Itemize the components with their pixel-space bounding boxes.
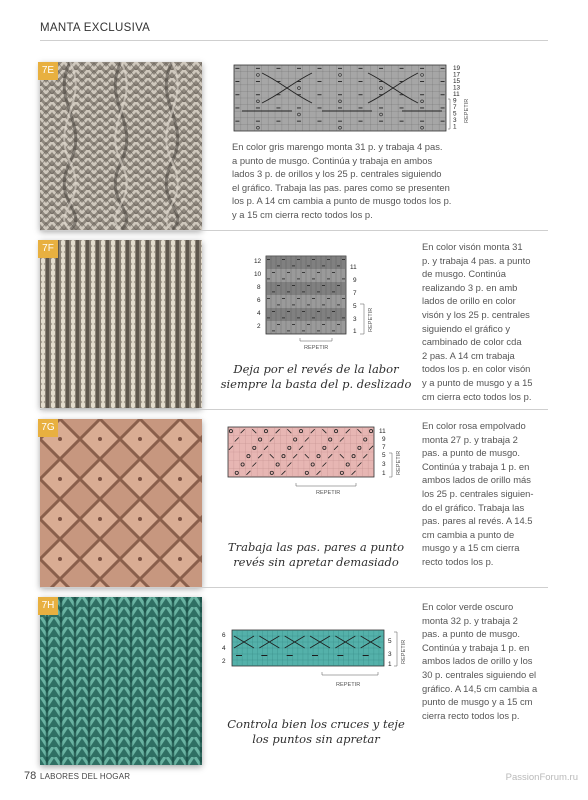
purl-symbol	[420, 121, 424, 122]
purl-symbol	[235, 81, 239, 82]
section-divider	[40, 230, 548, 231]
row-number: 1	[453, 123, 457, 131]
row-number: 3	[353, 316, 357, 323]
quote-7f	[216, 362, 416, 392]
purl-symbol	[441, 121, 445, 122]
purl-symbol	[276, 81, 280, 82]
purl-symbol	[272, 272, 275, 273]
row-number: 1	[382, 470, 386, 477]
purl-symbol	[267, 298, 270, 299]
purl-symbol	[327, 259, 330, 260]
purl-symbol	[327, 279, 330, 280]
purl-symbol	[297, 259, 300, 260]
row-number: 13	[453, 84, 461, 92]
purl-symbol	[379, 68, 383, 69]
row-number: 3	[382, 461, 386, 468]
row-number: 4	[257, 310, 261, 317]
row-number: 1	[353, 328, 357, 335]
pattern-photo-7g	[40, 419, 202, 587]
description-line: pas. pares al revés. A 14.5	[422, 515, 533, 527]
purl-symbol	[317, 108, 321, 109]
pattern-tag-7g: 7G	[38, 419, 58, 437]
purl-symbol	[317, 331, 320, 332]
pattern-photo-7h	[40, 597, 202, 765]
purl-symbol	[338, 121, 342, 122]
purl-symbol	[379, 121, 383, 122]
purl-symbol	[327, 298, 330, 299]
purl-symbol	[312, 655, 318, 656]
pattern-tag-7e: 7E	[38, 62, 58, 80]
repeat-label-side: REPETIR	[368, 307, 374, 332]
purl-symbol	[342, 298, 345, 299]
purl-symbol	[276, 68, 280, 69]
purl-symbol	[317, 121, 321, 122]
purl-symbol	[307, 285, 310, 286]
purl-symbol	[267, 318, 270, 319]
repeat-label-bottom: REPETIR	[316, 490, 341, 496]
purl-symbol	[302, 272, 305, 273]
purl-symbol	[277, 285, 280, 286]
purl-symbol	[322, 324, 325, 325]
purl-symbol	[400, 108, 404, 109]
description-line: En color rosa empolvado	[422, 420, 526, 431]
description-7h	[422, 600, 548, 722]
purl-symbol	[400, 68, 404, 69]
purl-symbol	[276, 121, 280, 122]
purl-symbol	[359, 121, 363, 122]
purl-symbol	[256, 121, 260, 122]
purl-symbol	[363, 655, 369, 656]
purl-symbol	[256, 81, 260, 82]
purl-symbol	[342, 279, 345, 280]
purl-symbol	[359, 81, 363, 82]
purl-symbol	[322, 285, 325, 286]
purl-symbol	[302, 311, 305, 312]
row-number: 3	[388, 651, 392, 658]
purl-symbol	[441, 94, 445, 95]
row-number: 11	[350, 264, 357, 271]
purl-symbol	[359, 68, 363, 69]
purl-symbol	[312, 259, 315, 260]
purl-symbol	[256, 108, 260, 109]
description-line: y a punto de musgo y a 15	[422, 376, 533, 388]
purl-symbol	[322, 266, 325, 267]
magazine-name: LABORES DEL HOGAR	[40, 772, 131, 781]
row-number: 11	[379, 428, 386, 435]
purl-symbol	[236, 655, 242, 656]
row-number: 10	[254, 271, 262, 278]
purl-symbol	[379, 81, 383, 82]
row-number: 6	[222, 632, 226, 639]
purl-symbol	[337, 266, 340, 267]
purl-symbol	[317, 68, 321, 69]
purl-symbol	[292, 266, 295, 267]
purl-symbol	[317, 81, 321, 82]
description-line: siguiendo el gráfico y	[422, 322, 511, 334]
description-7g	[422, 419, 548, 569]
purl-symbol	[338, 81, 342, 82]
purl-symbol	[332, 272, 335, 273]
purl-symbol	[322, 305, 325, 306]
purl-symbol	[338, 94, 342, 95]
description-7f	[422, 240, 548, 403]
description-line: recto todos los p.	[422, 555, 494, 567]
purl-symbol	[420, 94, 424, 95]
purl-symbol	[312, 279, 315, 280]
section-title: MANTA EXCLUSIVA	[40, 22, 151, 34]
purl-symbol	[267, 259, 270, 260]
purl-symbol	[287, 331, 290, 332]
row-number: 4	[222, 645, 226, 652]
row-number: 12	[254, 258, 262, 265]
description-line: En color verde oscuro	[422, 601, 514, 612]
description-line: el gráfico. Trabaja las pas. pares como se presenten	[232, 181, 450, 193]
page-number: 78	[24, 770, 37, 782]
purl-symbol	[359, 94, 363, 95]
purl-symbol	[332, 292, 335, 293]
purl-symbol	[342, 318, 345, 319]
section-divider	[40, 587, 548, 588]
row-number: 11	[453, 91, 460, 98]
purl-symbol	[379, 94, 383, 95]
row-number: 7	[353, 290, 357, 297]
description-line: lados 3 p. de orillos y los 25 p. centrales siguiendo	[232, 168, 442, 180]
row-number: 15	[453, 78, 461, 85]
purl-symbol	[235, 121, 239, 122]
purl-symbol	[287, 655, 293, 656]
purl-symbol	[297, 279, 300, 280]
purl-symbol	[337, 655, 343, 656]
description-line: do el gráfico. Trabaja las	[422, 501, 525, 513]
purl-symbol	[292, 285, 295, 286]
purl-symbol	[297, 108, 301, 109]
purl-symbol	[327, 318, 330, 319]
purl-symbol	[292, 305, 295, 306]
purl-symbol	[267, 279, 270, 280]
purl-symbol	[302, 331, 305, 332]
purl-symbol	[256, 68, 260, 69]
description-line: y a 15 cm cierra recto todos los p.	[232, 208, 373, 220]
purl-symbol	[235, 68, 239, 69]
description-line: 30 p. centrales siguiendo el	[422, 668, 537, 680]
purl-symbol	[297, 81, 301, 82]
purl-symbol	[379, 108, 383, 109]
quote-line: Controla bien los cruces y teje	[227, 717, 405, 731]
row-number: 9	[453, 97, 457, 105]
repeat-label: REPETIR	[464, 98, 470, 123]
purl-symbol	[317, 311, 320, 312]
purl-symbol	[287, 272, 290, 273]
description-line: los p. A 14 cm cambia a punto de musgo todos los p.	[232, 195, 452, 207]
row-number: 8	[257, 284, 261, 291]
quote-line: Trabaja las pas. pares a punto	[227, 540, 405, 554]
purl-symbol	[277, 266, 280, 267]
row-number: 7	[453, 104, 457, 111]
purl-symbol	[272, 331, 275, 332]
chart-7h	[218, 628, 408, 694]
purl-symbol	[420, 108, 424, 109]
description-line: En color visón monta 31	[422, 241, 523, 252]
purl-symbol	[287, 292, 290, 293]
purl-symbol	[272, 292, 275, 293]
row-number: 5	[353, 303, 357, 310]
purl-symbol	[282, 259, 285, 260]
purl-symbol	[297, 121, 301, 122]
chart-7e	[232, 63, 472, 135]
purl-symbol	[332, 311, 335, 312]
description-line: musgo y a 15 cm cierra	[422, 542, 520, 554]
chart-7g	[226, 425, 406, 503]
description-line: cm cierra ecto todos los p.	[422, 390, 532, 402]
purl-symbol	[297, 94, 301, 95]
purl-symbol	[337, 324, 340, 325]
description-line: ambos lados de orillo más	[422, 474, 531, 486]
purl-symbol	[317, 272, 320, 273]
purl-symbol	[282, 279, 285, 280]
description-line: 2 pas. A 14 cm trabaja	[422, 349, 515, 361]
description-7e	[232, 140, 462, 222]
quote-line: siempre la basta del p. deslizado	[220, 377, 412, 391]
purl-symbol	[276, 108, 280, 109]
purl-symbol	[441, 68, 445, 69]
purl-symbol	[312, 298, 315, 299]
purl-symbol	[337, 285, 340, 286]
purl-symbol	[261, 655, 267, 656]
description-line: monta 27 p. y trabaja 2	[422, 433, 518, 445]
purl-symbol	[302, 292, 305, 293]
purl-symbol	[400, 121, 404, 122]
quote-7h	[216, 717, 416, 747]
purl-symbol	[420, 68, 424, 69]
purl-symbol	[400, 81, 404, 82]
purl-symbol	[420, 81, 424, 82]
description-line: Continúa y trabaja 1 p. en	[422, 460, 530, 472]
purl-symbol	[292, 324, 295, 325]
purl-symbol	[307, 266, 310, 267]
purl-symbol	[338, 68, 342, 69]
description-line: Continúa y trabaja 1 p. en	[422, 641, 530, 653]
purl-symbol	[297, 298, 300, 299]
description-line: pas. a punto de musgo.	[422, 447, 520, 459]
row-number: 9	[353, 277, 357, 284]
section-divider	[40, 409, 548, 410]
repeat-label-bottom: REPETIR	[336, 682, 361, 688]
purl-symbol	[277, 305, 280, 306]
purl-symbol	[441, 108, 445, 109]
repeat-label-side: REPETIR	[401, 639, 407, 664]
purl-symbol	[337, 305, 340, 306]
purl-symbol	[332, 331, 335, 332]
row-number: 2	[257, 323, 261, 330]
row-number: 9	[382, 436, 386, 443]
purl-symbol	[235, 94, 239, 95]
description-line: pas. a punto de musgo.	[422, 628, 520, 640]
description-line: monta 32 p. y trabaja 2	[422, 614, 518, 626]
purl-symbol	[359, 108, 363, 109]
row-number: 6	[257, 297, 261, 304]
purl-symbol	[342, 259, 345, 260]
row-number: 3	[453, 117, 457, 124]
purl-symbol	[441, 81, 445, 82]
row-number: 19	[453, 65, 461, 72]
description-line: de musgo. Continúa	[422, 268, 506, 280]
chart-7f	[252, 254, 382, 354]
description-line: ambos lados de orillo y los	[422, 655, 533, 667]
description-line: lados de orillo en color	[422, 295, 516, 307]
row-number: 2	[222, 658, 226, 665]
row-number: 5	[388, 638, 392, 645]
purl-symbol	[307, 305, 310, 306]
purl-symbol	[312, 318, 315, 319]
description-line: todos los p. en color visón	[422, 363, 531, 375]
purl-symbol	[338, 108, 342, 109]
repeat-label-side: REPETIR	[396, 450, 402, 475]
description-line: realizando 3 p. en amb	[422, 281, 518, 293]
purl-symbol	[400, 94, 404, 95]
description-line: visón y los 25 p. centrales	[422, 308, 530, 320]
watermark: PassionForum.ru	[505, 772, 578, 783]
description-line: p. y trabaja 4 pas. a punto	[422, 254, 531, 266]
row-number: 1	[388, 661, 392, 668]
description-line: cm cambia a punto de	[422, 528, 515, 540]
purl-symbol	[317, 94, 321, 95]
description-line: En color gris marengo monta 31 p. y trabaja 4 pas.	[232, 141, 443, 152]
purl-symbol	[235, 108, 239, 109]
purl-symbol	[317, 292, 320, 293]
pattern-photo-7f	[40, 240, 202, 408]
purl-symbol	[256, 94, 260, 95]
description-line: los 25 p. centrales siguien-	[422, 487, 534, 499]
quote-line: Deja por el revés de la labor	[233, 362, 399, 376]
header-divider	[40, 40, 548, 41]
purl-symbol	[287, 311, 290, 312]
description-line: punto de musgo y a 15 cm	[422, 696, 533, 708]
purl-symbol	[272, 311, 275, 312]
row-number: 5	[453, 110, 457, 118]
purl-symbol	[297, 318, 300, 319]
row-number: 17	[453, 71, 461, 79]
description-line: cambinado de color cda	[422, 336, 522, 348]
row-number: 7	[382, 444, 386, 451]
repeat-label-bottom: REPETIR	[304, 345, 329, 351]
purl-symbol	[282, 318, 285, 319]
quote-line: revés sin apretar demasiado	[233, 555, 399, 569]
description-line: cierra recto todos los p.	[422, 709, 520, 721]
pattern-tag-7f: 7F	[38, 240, 58, 258]
quote-7g	[216, 540, 416, 570]
purl-symbol	[307, 324, 310, 325]
description-line: gráfico. A 14,5 cm cambia a	[422, 682, 538, 694]
row-number: 5	[382, 452, 386, 459]
purl-symbol	[282, 298, 285, 299]
quote-line: los puntos sin apretar	[252, 732, 380, 746]
pattern-tag-7h: 7H	[38, 597, 58, 615]
purl-symbol	[277, 324, 280, 325]
purl-symbol	[276, 94, 280, 95]
description-line: a punto de musgo. Continúa y trabaja en ambos	[232, 154, 433, 166]
pattern-photo-7e	[40, 62, 202, 230]
purl-symbol	[297, 68, 301, 69]
